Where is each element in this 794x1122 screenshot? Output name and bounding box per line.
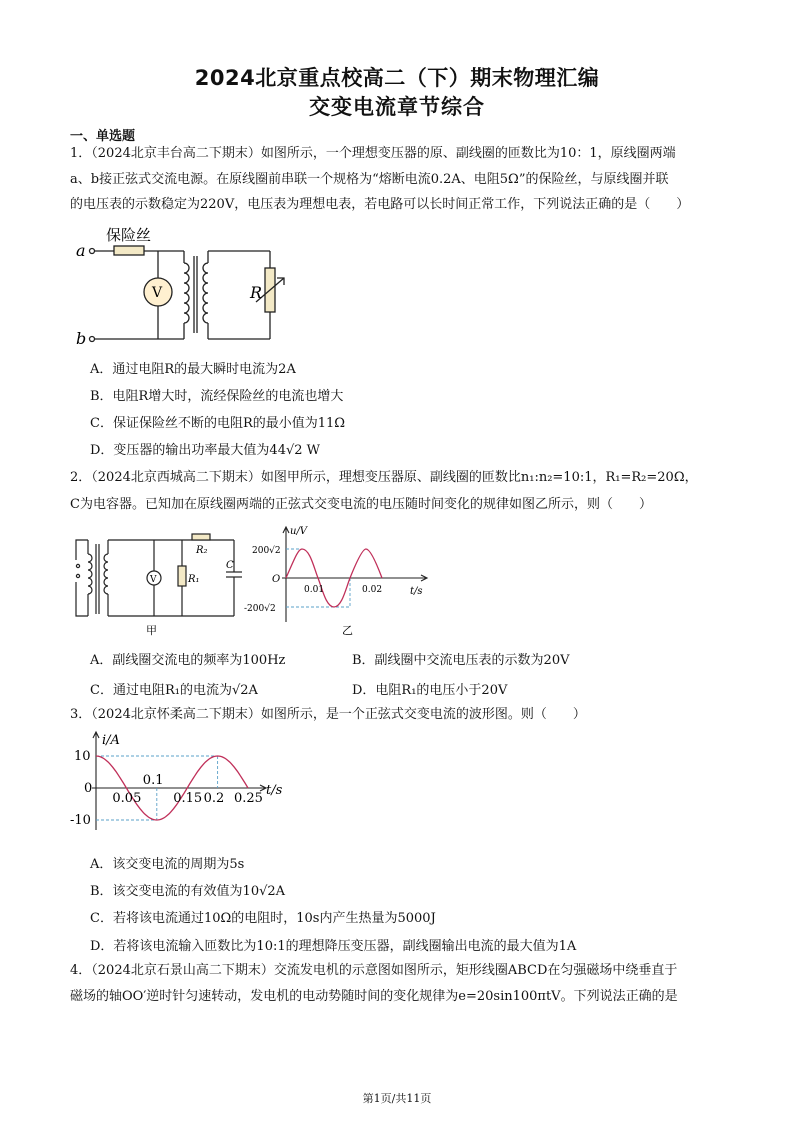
q3-y-tick-label: 10 (74, 749, 91, 764)
q2-figure-yi (238, 522, 438, 640)
q3-line: 3．（2024北京怀柔高二下期末）如图所示，是一个正弦式交变电流的波形图。则（ ） (70, 707, 586, 722)
page-footer: 第1页/共11页 (362, 1092, 432, 1105)
q2-origin: O (272, 574, 281, 585)
q3-x-tick-label: 0.15 (173, 791, 203, 806)
q3-option-d: D．若将该电流输入匝数比为10:1的理想降压变压器，副线圈输出电流的最大值为1A (90, 939, 577, 954)
q2-option-c: C．通过电阻R₁的电流为√2A (90, 683, 258, 698)
q1-line-3: 的电压表的示数稳定为220V，电压表为理想电表，若电路可以长时间正常工作，下列说法正确的是（ ） (70, 197, 690, 212)
q2-line-1: 2．（2024北京西城高二下期末）如图甲所示，理想变压器原、副线圈的匝数比n₁:n₂=10:1，R₁=R₂=20Ω， (70, 470, 698, 485)
q2-r2-label: R₂ (196, 545, 208, 556)
q2-top-tick: 200√2 (252, 546, 281, 556)
q4-line-2: 磁场的轴OO′逆时针匀速转动，发电机的电动势随时间的变化规律为e=20sin100πtV。下列说法正确的是 (70, 989, 678, 1004)
page-subtitle: 交变电流章节综合 (309, 95, 485, 119)
q3-x-tick-label: 0.1 (142, 773, 164, 788)
q3-y-tick-label: -10 (70, 813, 91, 828)
q3-ylabel: i/A (102, 733, 120, 748)
q2-caption-yi: 乙 (342, 624, 353, 637)
page-title: 2024北京重点校高二（下）期末物理汇编 (194, 66, 600, 90)
q3-x-tick-label: 0.25 (234, 791, 263, 806)
q2-bottom-tick: -200√2 (244, 604, 276, 614)
fuse-label: 保险丝 (106, 226, 152, 244)
q2-line-2: C为电容器。已知加在原线圈两端的正弦式交变电流的电压随时间变化的规律如图乙所示，则（ ） (70, 497, 652, 512)
q3-xlabel: t/s (266, 783, 283, 798)
q2-t1: 0.01 (304, 585, 325, 595)
q2-voltmeter-label: V (150, 575, 157, 585)
q2-ylabel: u/V (290, 526, 308, 537)
q2-r1-label: R₁ (188, 574, 200, 585)
q3-y-tick-label: 0 (84, 781, 93, 796)
q1-option-c: C．保证保险丝不断的电阻R的最小值为11Ω (90, 416, 346, 431)
resistor-R-label: R (250, 283, 263, 302)
q1-circuit-diagram (70, 218, 310, 348)
q4-line-1: 4．（2024北京石景山高二下期末）交流发电机的示意图如图所示，矩形线圈ABCD在匀强磁场中绕垂直于 (70, 963, 678, 978)
q2-option-a: A．副线圈交流电的频率为100Hz (90, 653, 286, 668)
terminal-a-label: a (76, 241, 86, 260)
terminal-b-label: b (76, 329, 87, 348)
q1-option-d: D．变压器的输出功率最大值为44√2 W (90, 443, 321, 458)
q3-option-b: B．该交变电流的有效值为10√2A (90, 884, 286, 899)
q1-line-1: 1．（2024北京丰台高二下期末）如图所示，一个理想变压器的原、副线圈的匝数比为10：1，原线圈两端 (70, 146, 676, 161)
q3-option-c: C．若将该电流通过10Ω的电阻时，10s内产生热量为5000J (90, 911, 436, 926)
q2-capacitor-label: C (226, 560, 234, 571)
q3-x-tick-label: 0.05 (112, 791, 142, 806)
voltmeter-label: V (152, 285, 163, 301)
q2-caption-jia: 甲 (146, 624, 157, 637)
q1-option-a: A．通过电阻R的最大瞬时电流为2A (90, 362, 296, 377)
fuse-symbol (114, 246, 144, 255)
q2-option-d: D．电阻R₁的电压小于20V (352, 683, 508, 698)
q3-option-a: A．该交变电流的周期为5s (90, 857, 245, 872)
q1-option-b: B．电阻R增大时，流经保险丝的电流也增大 (90, 389, 344, 404)
q2-option-b: B．副线圈中交流电压表的示数为20V (352, 653, 570, 668)
q3-current-chart (70, 728, 300, 836)
q2-xlabel: t/s (410, 586, 423, 597)
q2-t2: 0.02 (362, 585, 383, 595)
section-heading: 一、单选题 (70, 129, 136, 144)
q2-figure-jia (70, 522, 250, 640)
q1-line-2: a、b接正弦式交流电源。在原线圈前串联一个规格为“熔断电流0.2A、电阻5Ω”的保险丝，与原线圈并联 (70, 172, 669, 187)
q3-x-tick-label: 0.2 (203, 791, 225, 806)
